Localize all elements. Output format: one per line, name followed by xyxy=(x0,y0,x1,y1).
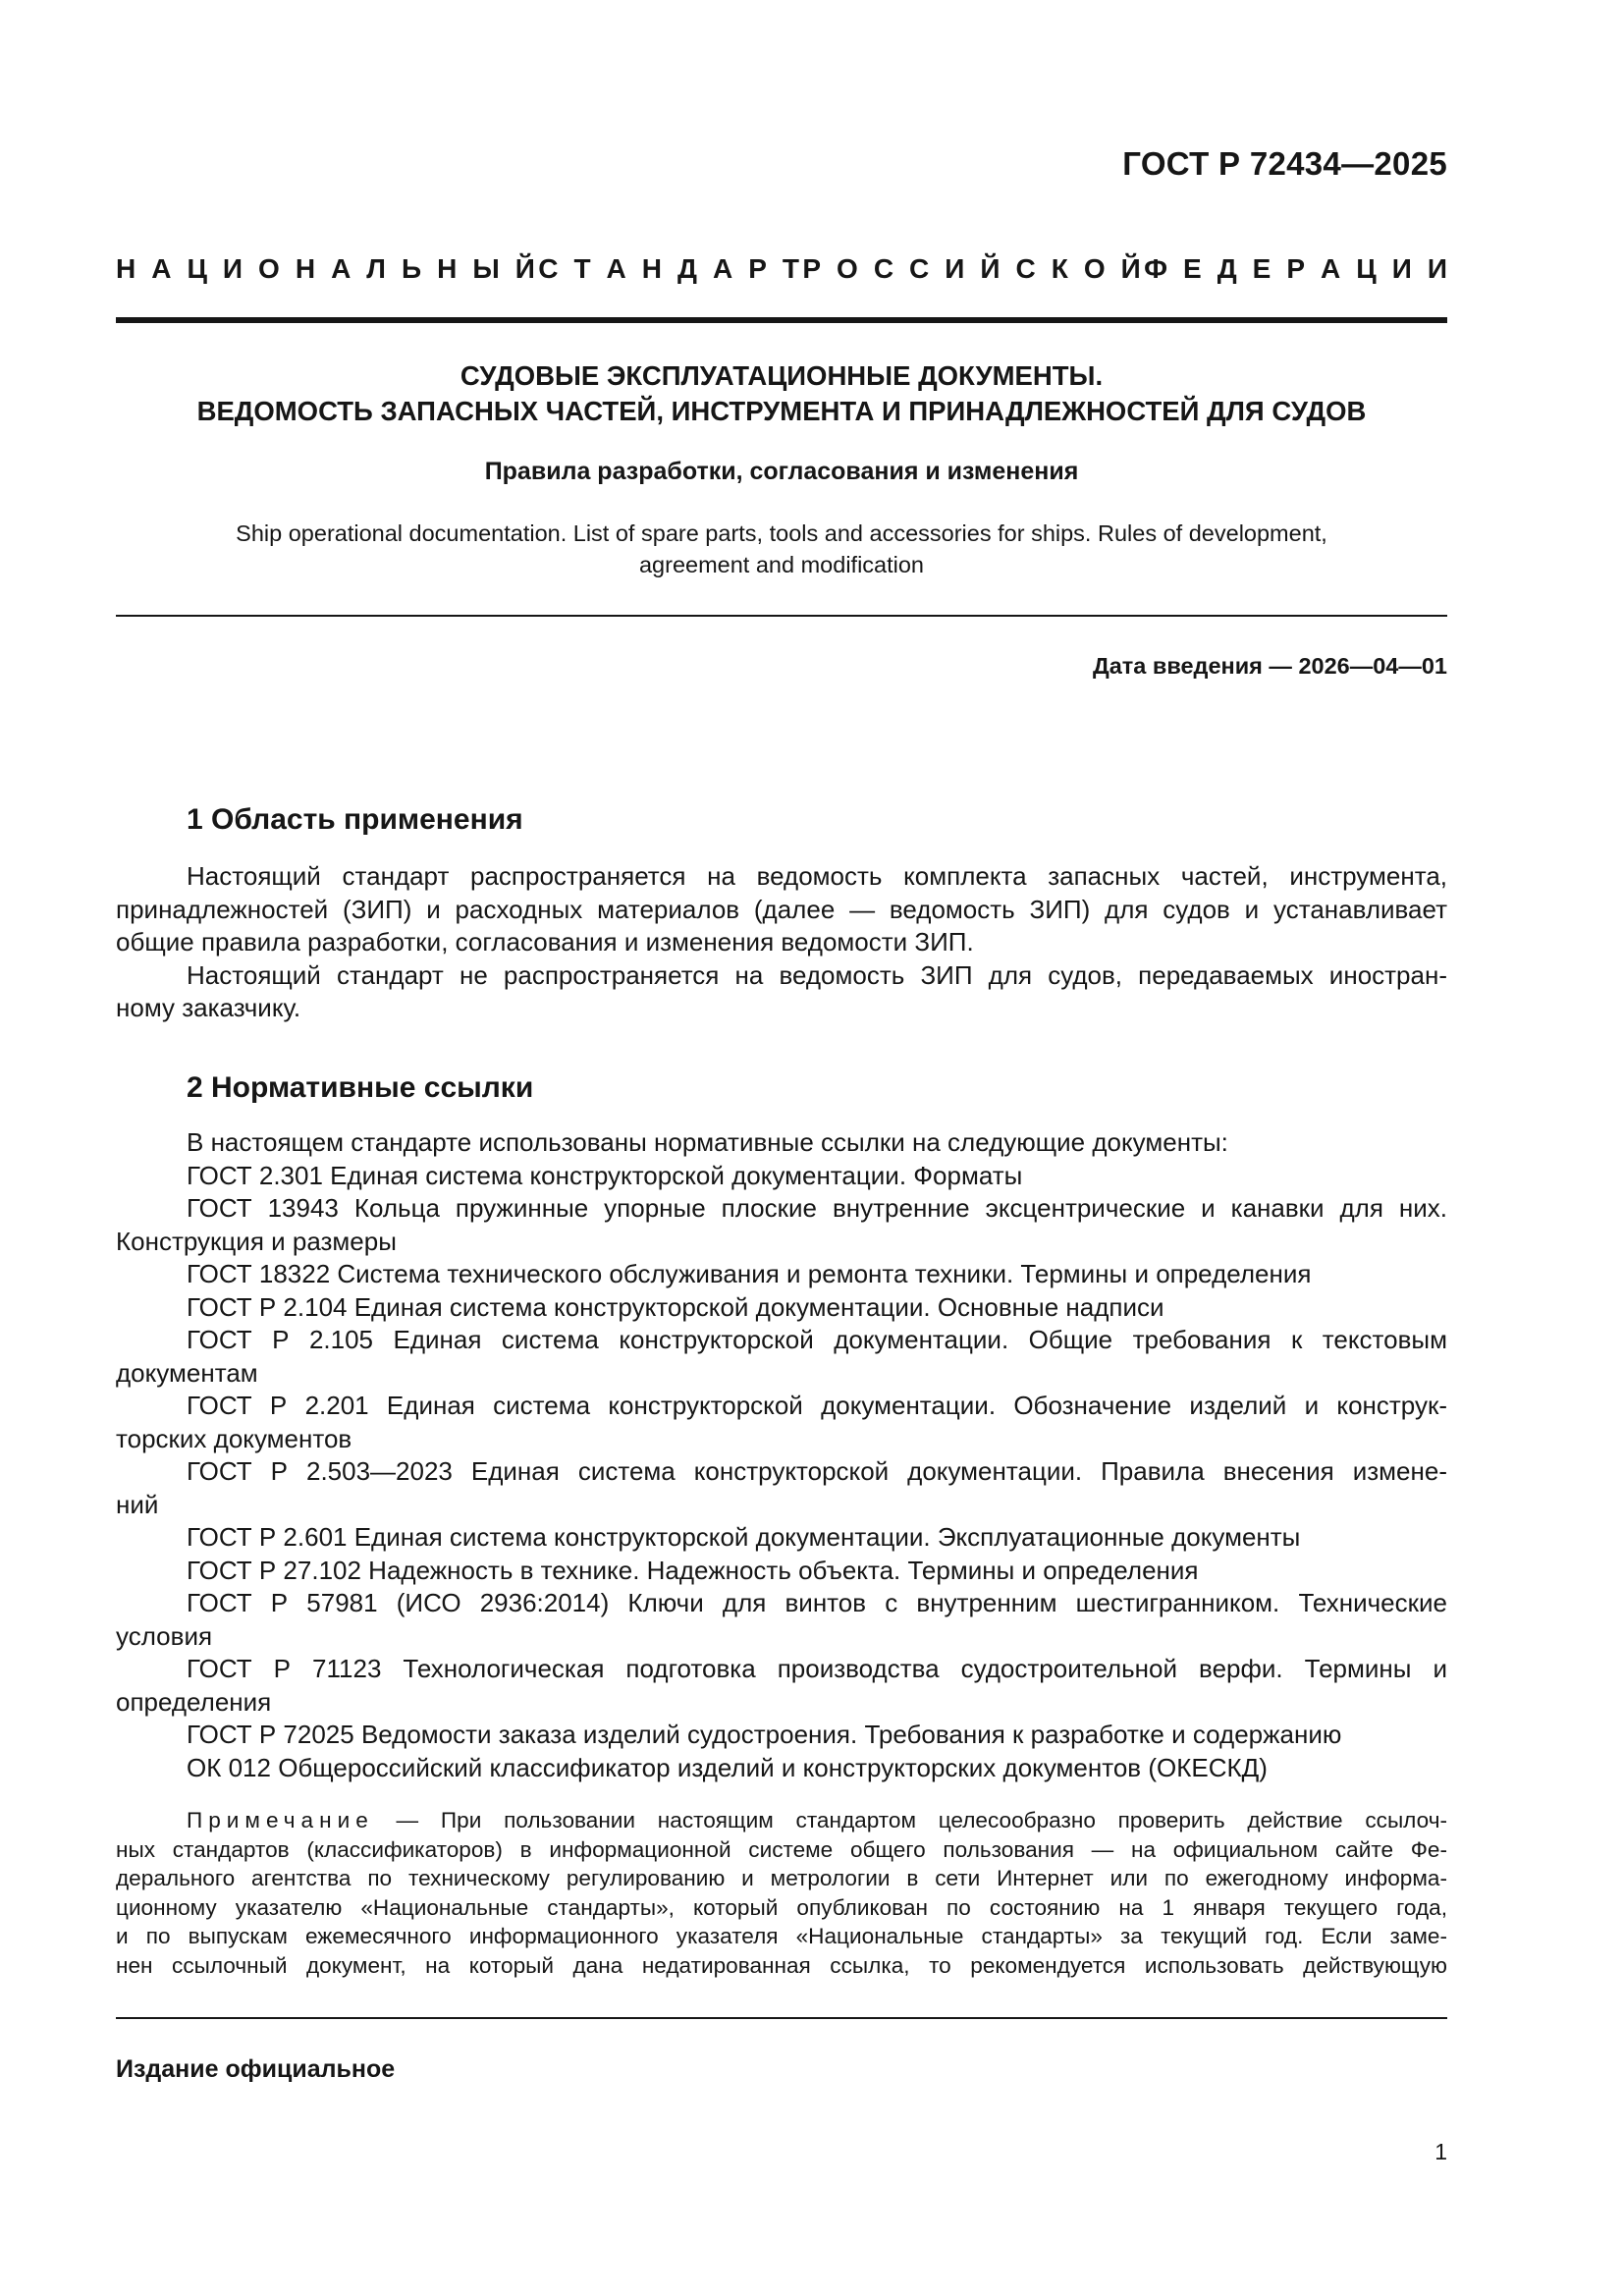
official-edition-label: Издание официальное xyxy=(116,2055,396,2083)
reference-line: ГОСТ Р 2.601 Единая система конструкторской документации. Эксплуатационные документы xyxy=(187,1522,1301,1552)
heading-letter: Й xyxy=(1120,253,1141,284)
heading-letter: И xyxy=(1427,253,1447,284)
header-thick-rule xyxy=(116,317,1447,323)
national-word xyxy=(802,251,1140,287)
national-word xyxy=(116,251,535,287)
heading-letter: А xyxy=(606,253,626,284)
heading-letter: И xyxy=(222,253,243,284)
document-code: ГОСТ Р 72434—2025 xyxy=(1122,145,1447,182)
heading-letter: А xyxy=(1321,253,1341,284)
section-2-body xyxy=(116,1126,1447,1784)
heading-letter: О xyxy=(258,253,280,284)
national-standard-heading xyxy=(116,251,1447,287)
heading-letter: Ц xyxy=(187,253,207,284)
heading-letter: Й xyxy=(514,253,535,284)
note-first-line xyxy=(116,1806,1447,1835)
document-page xyxy=(116,0,1447,2296)
heading-letter: И xyxy=(945,253,965,284)
reference-line: Конструкция и размеры xyxy=(116,1226,397,1256)
heading-letter: Ф xyxy=(1144,253,1168,284)
footer-separator-rule xyxy=(116,2017,1447,2019)
heading-letter: О xyxy=(1083,253,1106,284)
english-title-line-1: Ship operational documentation. List of spare parts, tools and accessories for ships. Rules of development, xyxy=(236,520,1327,546)
reference-line: ГОСТ Р 27.102 Надежность в технике. Надежность объекта. Термины и определения xyxy=(187,1555,1199,1585)
heading-letter: Ы xyxy=(472,253,500,284)
reference-line: ГОСТ Р 2.104 Единая система конструкторской документации. Основные надписи xyxy=(187,1291,1164,1322)
heading-letter: С xyxy=(538,253,559,284)
document-subtitle: Правила разработки, согласования и изменения xyxy=(484,458,1079,485)
section-1-body xyxy=(116,860,1447,1025)
reference-line: ГОСТ Р 71123 Технологическая подготовка производства судостроительной верфи. Термины и xyxy=(187,1654,1447,1683)
heading-letter: Р xyxy=(748,253,767,284)
reference-line: условия xyxy=(116,1620,213,1651)
heading-letter: Н xyxy=(295,253,316,284)
heading-letter: Н xyxy=(116,253,136,284)
section-2-heading: 2 Нормативные ссылки xyxy=(187,1071,534,1104)
english-title xyxy=(175,518,1388,580)
reference-line: определения xyxy=(116,1686,272,1717)
text-line: ному заказчику. xyxy=(116,993,301,1022)
heading-letter: Е xyxy=(1252,253,1271,284)
heading-letter: Л xyxy=(366,253,386,284)
heading-letter: Е xyxy=(1183,253,1202,284)
heading-letter: Т xyxy=(573,253,591,284)
introduction-date: Дата введения — 2026—04—01 xyxy=(1092,653,1447,679)
note-line: дерального агентства по техническому регулированию и метрологии в сети Интернет или по ежегодному информа- xyxy=(116,1866,1447,1891)
heading-letter: С xyxy=(873,253,894,284)
heading-letter: Й xyxy=(980,253,1001,284)
reference-line: ГОСТ 2.301 Единая система конструкторской документации. Форматы xyxy=(187,1160,1023,1190)
heading-letter: Д xyxy=(677,253,697,284)
title-separator-rule xyxy=(116,615,1447,617)
note-line: и по выпускам ежемесячного информационного указателя «Национальные стандарты» за текущий год. Если заме- xyxy=(116,1924,1447,1949)
reference-line: ГОСТ Р 57981 (ИСО 2936:2014) Ключи для винтов с внутренним шестигранником. Технические xyxy=(187,1588,1447,1617)
heading-letter: О xyxy=(837,253,858,284)
reference-line: ОК 012 Общероссийский классификатор изделий и конструкторских документов (ОКЕСКД) xyxy=(187,1752,1268,1782)
note-label: Примечание xyxy=(187,1808,374,1832)
reference-line: ГОСТ Р 2.201 Единая система конструкторской документации. Обозначение изделий и конструк- xyxy=(187,1391,1447,1420)
reference-line: ний xyxy=(116,1489,159,1519)
national-word xyxy=(1144,251,1447,287)
reference-line: ГОСТ 13943 Кольца пружинные упорные плоские внутренние эксцентрические и канавки для них. xyxy=(187,1193,1447,1223)
page-number: 1 xyxy=(1434,2139,1447,2164)
note-block xyxy=(116,1806,1447,1981)
heading-letter: С xyxy=(1015,253,1036,284)
text-line: принадлежностей (ЗИП) и расходных материалов (далее — ведомость ЗИП) для судов и устанавливает xyxy=(116,894,1447,924)
reference-line: документам xyxy=(116,1357,258,1388)
text-line: общие правила разработки, согласования и изменения ведомости ЗИП. xyxy=(116,927,974,957)
text-line: Настоящий стандарт не распространяется на ведомость ЗИП для судов, передаваемых иностран- xyxy=(187,959,1447,990)
reference-line: ГОСТ Р 72025 Ведомости заказа изделий судостроения. Требования к разработке и содержанию xyxy=(187,1720,1342,1749)
note-line: нен ссылочный документ, на который дана недатированная ссылка, то рекомендуется использовать действующую xyxy=(116,1952,1447,1978)
section-1-heading: 1 Область применения xyxy=(187,803,523,836)
title-line-1: СУДОВЫЕ ЭКСПЛУАТАЦИОННЫЕ ДОКУМЕНТЫ. xyxy=(460,360,1104,391)
heading-letter: Ц xyxy=(1356,253,1377,284)
reference-line: ГОСТ Р 2.105 Единая система конструкторской документации. Общие требования к текстовым xyxy=(187,1325,1447,1354)
heading-letter: Н xyxy=(437,253,458,284)
heading-letter: Р xyxy=(802,253,822,284)
text-line: Настоящий стандарт распространяется на ведомость комплекта запасных частей, инструмента, xyxy=(187,861,1447,891)
title-line-2: ВЕДОМОСТЬ ЗАПАСНЫХ ЧАСТЕЙ, ИНСТРУМЕНТА И ПРИНАДЛЕЖНОСТЕЙ ДЛЯ СУДОВ xyxy=(196,396,1367,426)
national-word xyxy=(538,251,799,287)
heading-letter: К xyxy=(1051,253,1068,284)
heading-letter: А xyxy=(712,253,733,284)
heading-letter: С xyxy=(909,253,930,284)
heading-letter: Н xyxy=(641,253,663,284)
heading-letter: Т xyxy=(782,253,799,284)
heading-letter: А xyxy=(151,253,172,284)
note-line: ционному указателю «Национальные стандарты», который опубликован по состоянию на 1 января текущего года, xyxy=(116,1894,1447,1920)
heading-letter: Ь xyxy=(401,253,422,284)
english-title-line-2: agreement and modification xyxy=(638,552,924,577)
heading-letter: Р xyxy=(1286,253,1306,284)
note-first-line-text: — При пользовании настоящим стандартом целесообразно проверить действие ссылоч- xyxy=(373,1808,1447,1832)
reference-line: торских документов xyxy=(116,1423,352,1453)
heading-letter: И xyxy=(1391,253,1412,284)
heading-letter: А xyxy=(331,253,352,284)
reference-line: ГОСТ Р 2.503—2023 Единая система конструкторской документации. Правила внесения измене- xyxy=(187,1456,1447,1486)
document-title xyxy=(116,358,1447,429)
reference-line: ГОСТ 18322 Система технического обслуживания и ремонта техники. Термины и определения xyxy=(187,1259,1312,1288)
text-line: В настоящем стандарте использованы нормативные ссылки на следующие документы: xyxy=(187,1127,1228,1157)
heading-letter: Д xyxy=(1217,253,1237,284)
note-line: ных стандартов (классификаторов) в информационной системе общего пользования — на официальном сайте Фе- xyxy=(116,1836,1447,1862)
